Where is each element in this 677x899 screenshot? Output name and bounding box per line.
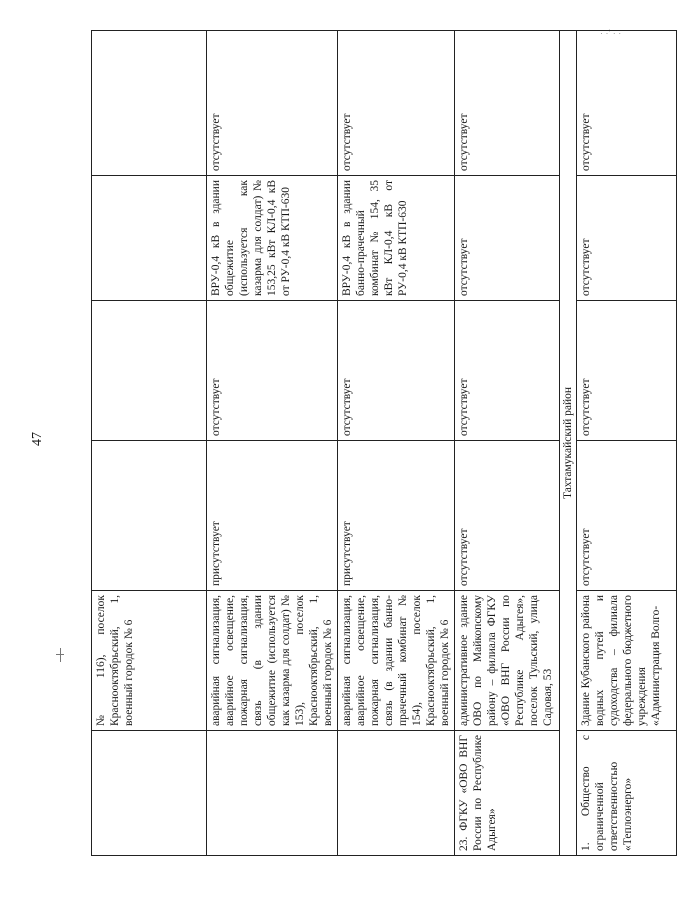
table-row bbox=[92, 31, 207, 856]
table-cell bbox=[92, 176, 207, 301]
table-cell bbox=[92, 301, 207, 441]
table-cell: отсутствует bbox=[577, 31, 677, 176]
table-cell: отсутствует bbox=[338, 301, 455, 441]
table-cell: отсутствует bbox=[455, 441, 560, 591]
table-cell bbox=[92, 31, 207, 176]
table-cell: отсутствует bbox=[455, 31, 560, 176]
table-row bbox=[207, 31, 338, 856]
table-cell: отсутствует bbox=[455, 301, 560, 441]
table-row bbox=[338, 31, 455, 856]
table-cell: присутствует bbox=[207, 441, 338, 591]
table-cell: отсутствует bbox=[455, 176, 560, 301]
scan-noise: · ·' · · bbox=[600, 28, 622, 38]
table-cell: административное здание ОВО по Майкопскому району – филиала ФГКУ «ОВО ВНГ России по Республике Адыгея», поселок Тульский, улица Садовая, 53 bbox=[455, 591, 560, 731]
table-cell: № 116), поселок Краснооктябрьский, 1, военный городок № 6 bbox=[92, 591, 207, 731]
table-cell: отсутствует bbox=[577, 301, 677, 441]
table-cell bbox=[207, 731, 338, 856]
page-number: 47 bbox=[30, 432, 45, 446]
rotated-table-container bbox=[91, 31, 662, 856]
table-cell: Здание Кубанского района водных путей и судоходства – филиала федерального бюджетного учреждения «Администрация Волго- bbox=[577, 591, 677, 731]
table-cell: отсутствует bbox=[338, 31, 455, 176]
table-cell bbox=[92, 731, 207, 856]
table-cell: 23. ФГКУ «ОВО ВНГ России по Республике Адыгея» bbox=[455, 731, 560, 856]
table-cell: аварийная сигнализация, аварийное освещение, пожарная сигнализация, связь (в здании банно-прачечный комбинат № 154), поселок Краснооктябрьский, 1, военный городок № 6 bbox=[338, 591, 455, 731]
scan-mark bbox=[56, 654, 64, 655]
table-cell: 1. Общество с ограниченной ответственностью «Теплоэнерго» bbox=[577, 731, 677, 856]
table-cell: присутствует bbox=[338, 441, 455, 591]
table-row bbox=[455, 31, 560, 856]
table-cell: отсутствует bbox=[207, 301, 338, 441]
table-cell: отсутствует bbox=[577, 441, 677, 591]
table-cell: отсутствует bbox=[577, 176, 677, 301]
scan-mark bbox=[60, 648, 61, 662]
section-title: Тахтамукайский район bbox=[560, 31, 577, 856]
table-cell bbox=[338, 731, 455, 856]
table-cell: ВРУ-0,4 кВ в здании общежитие (используется как казарма для солдат) № 153,25 кВт КЛ-0,4 кВ от РУ-0,4 кВ КТП-630 bbox=[207, 176, 338, 301]
table-cell: отсутствует bbox=[207, 31, 338, 176]
table-cell: аварийная сигнализация, аварийное освещение, пожарная сигнализация, связь (в здании общежитие (используется как казарма для солдат) № 153), поселок Краснооктябрьский, 1, военный городок № 6 bbox=[207, 591, 338, 731]
table-row bbox=[577, 31, 677, 856]
table-cell bbox=[92, 441, 207, 591]
table-cell: ВРУ-0,4 кВ в здании банно-прачечный комбинат № 154, 35 кВт КЛ-0,4 кВ от РУ-0,4 кВ КТП-630 bbox=[338, 176, 455, 301]
equipment-table bbox=[91, 30, 677, 856]
section-row bbox=[560, 31, 577, 856]
